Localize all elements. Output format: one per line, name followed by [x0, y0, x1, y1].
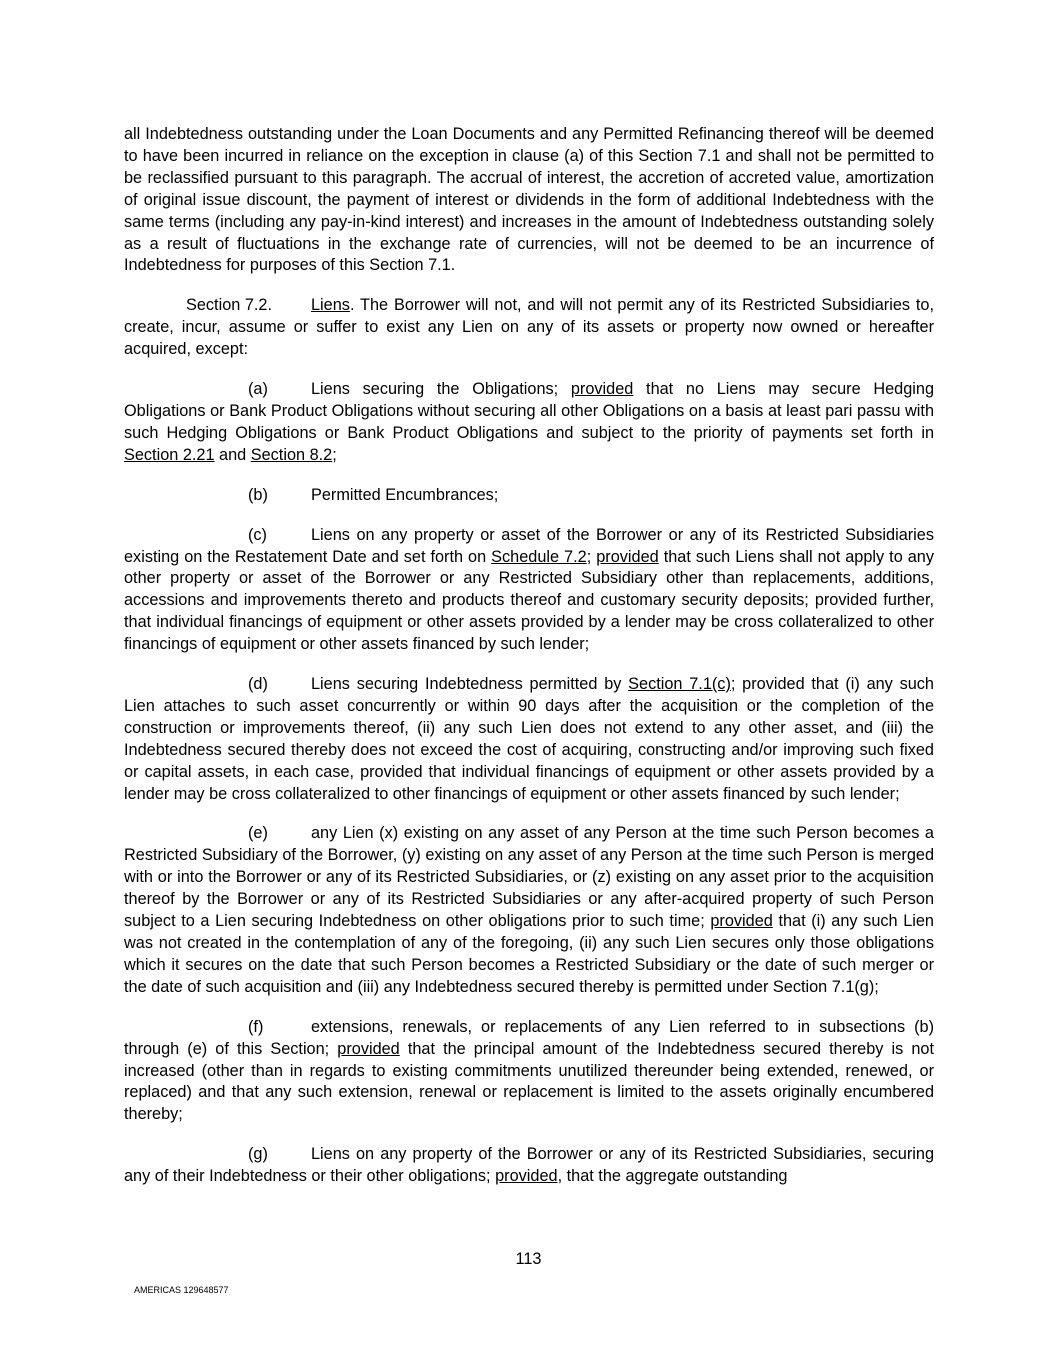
clause-label: (d): [248, 675, 268, 694]
clause-label: (c): [248, 525, 267, 544]
clause-text: extensions, renewals, or replacements of any Lien referred to in subsections (b) through (e) of this Section;: [124, 1017, 934, 1058]
clause-label: (b): [248, 485, 268, 504]
clause-text: Liens on any property of the Borrower or any of its Restricted Subsidiaries, securing any of their Indebtedness or their other obligations;: [124, 1145, 934, 1186]
clause-text: Liens securing the Obligations;: [311, 380, 571, 399]
clause-text: that the principal amount of the Indebtedness secured thereby is not increased (other than in regards to existing commitments unutilized thereunder being extended, renewed, or replaced) and that any such extension, renewal or replacement is limited to the assets originally encumbered thereby;: [124, 1039, 934, 1124]
section-heading-punct: .: [349, 296, 355, 315]
clause-g: [124, 1144, 934, 1188]
section-text: The Borrower will not, and will not permit any of its Restricted Subsidiaries to, create, incur, assume or suffer to exist any Lien on any of its assets or property now owned or hereafter acquired, except:: [124, 296, 934, 359]
underlined-term: provided: [710, 912, 773, 931]
clause-text: Liens securing Indebtedness permitted by: [311, 675, 629, 694]
clause-f: [124, 1017, 934, 1127]
clause-text: Permitted Encumbrances;: [311, 485, 499, 504]
document-id: AMERICAS 129648577: [134, 1285, 229, 1295]
underlined-term: provided: [337, 1039, 400, 1058]
clause-text: ;: [332, 445, 337, 464]
intro-text: all Indebtedness outstanding under the Loan Documents and any Permitted Refinancing thereof will be deemed to have been incurred in reliance on the exception in clause (a) of this Section 7.1 and shall not be permitted to be reclassified pursuant to this paragraph. The accrual of interest, the accretion of accreted value, amortization of original issue discount, the payment of interest or dividends in the form of additional Indebtedness with the same terms (including any pay-in-kind interest) and increases in the amount of Indebtedness outstanding solely as a result of fluctuations in the exchange rate of currencies, will not be deemed to be an incurrence of Indebtedness for purposes of this Section 7.1.: [124, 125, 934, 275]
clause-b: [124, 485, 934, 507]
section-7-2-paragraph: [124, 295, 934, 361]
underlined-term: provided: [596, 547, 659, 566]
clause-text: any Lien (x) existing on any asset of any Person at the time such Person becomes a Restricted Subsidiary of the Borrower, (y) existing on any asset of any Person at the time such Person is merged with or into the Borrower or any of its Restricted Subsidiaries, or (z) existing on any asset prior to the acquisition thereof by the Borrower or any of its Restricted Subsidiaries or any after-acquired property of such Person subject to a Lien securing Indebtedness on other obligations prior to such time;: [124, 824, 934, 931]
clause-a: [124, 379, 934, 467]
clause-text: ; provided that (i) any such Lien attaches to such asset concurrently or within 90 days after the acquisition or the completion of the construction or improvements thereof, (ii) any such Lien does not extend to any other asset, and (iii) the Indebtedness secured thereby does not exceed the cost of acquiring, constructing and/or improving such fixed or capital assets, in each case, provided that individual financings of equipment or other assets provided by a lender may be cross collateralized to other financings of equipment or other assets financed by such lender;: [124, 675, 934, 803]
section-reference: Section 7.1(c): [628, 675, 731, 694]
clause-label: (f): [248, 1017, 264, 1036]
clause-text: and: [214, 445, 251, 464]
section-number: Section 7.2.: [186, 296, 272, 315]
clause-label: (e): [248, 824, 268, 843]
section-heading: Liens: [311, 296, 350, 315]
underlined-term: provided: [570, 380, 634, 399]
section-reference: Section 2.21: [124, 445, 215, 464]
clause-label: (g): [248, 1145, 268, 1164]
clause-text: that (i) any such Lien was not created in the contemplation of any of the foregoing, (ii) any such Lien secures only those obligations which it secures on the date that such Person becomes a Restricted Subsidiary or the date of such merger or the date of such acquisition and (iii) any Indebtedness secured thereby is permitted under Section 7.1(g);: [124, 912, 934, 996]
clause-text: , that the aggregate outstanding: [557, 1167, 788, 1186]
clause-d: [124, 674, 934, 805]
section-reference: Section 8.2: [250, 445, 333, 464]
schedule-reference: Schedule 7.2: [491, 547, 587, 566]
underlined-term: provided: [495, 1167, 558, 1186]
clause-c: [124, 525, 934, 656]
clause-label: (a): [248, 380, 268, 399]
clause-text: Liens on any property or asset of the Borrower or any of its Restricted Subsidiaries existing on the Restatement Date and set forth on: [124, 525, 934, 566]
clause-text: ;: [586, 547, 597, 566]
document-body: [124, 124, 934, 1206]
page-number: 113: [515, 1250, 542, 1268]
clause-text: that no Liens may secure Hedging Obligations or Bank Product Obligations without securing all other Obligations on a basis at least pari passu with such Hedging Obligations or Bank Product Obligations and subject to the priority of payments set forth in: [124, 380, 934, 442]
intro-paragraph: [124, 124, 934, 277]
clause-e: [124, 823, 934, 998]
clause-text: that such Liens shall not apply to any other property or asset of the Borrower or any Restricted Subsidiary other than replacements, additions, accessions and improvements thereto and products thereof and customary security deposits; provided further, that individual financings of equipment or other assets provided by a lender may be cross collateralized to other financings of equipment or other assets financed by such lender;: [124, 547, 934, 654]
